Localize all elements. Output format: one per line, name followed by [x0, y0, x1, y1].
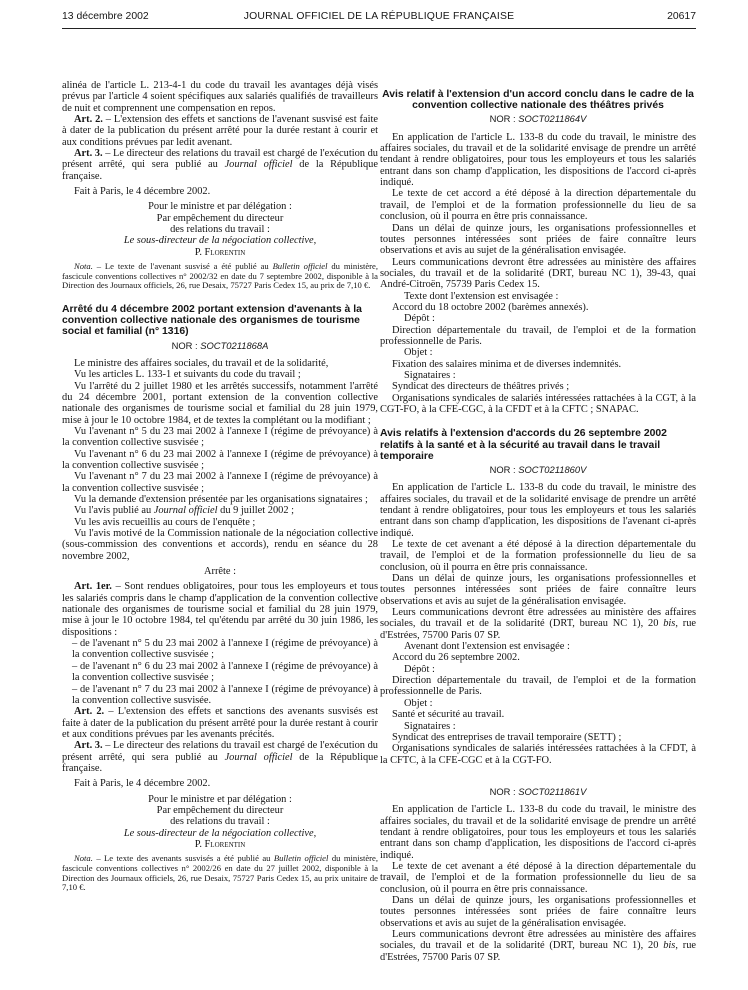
- header-page-number: 20617: [667, 11, 696, 22]
- signature-line: des relations du travail :: [170, 816, 270, 828]
- fait-a-paris: Fait à Paris, le 4 décembre 2002.: [74, 778, 211, 790]
- article-1: Art. 1er. – Sont rendues obligatoires, pour tous les employeurs et tous les salariés compris dans le champ d'application de la convention collective nationale des organismes de tourisme social et familial du 28 juin 1979, mise à jour le 10 octobre 1984, tel qu'étendu par arrêté du 30 juin 1986, les dispositions :: [62, 581, 378, 638]
- paragraph: Leurs communications devront être adressées au ministère des affaires sociales, du travail et de la solidarité (DRT, bureau NC 1), 20 bis, rue d'Estrées, 75700 Paris 07 SP.: [380, 929, 697, 963]
- paragraph: En application de l'article L. 133-8 du code du travail, le ministre des affaires sociales, du travail et de la solidarité envisage de prendre un arrêté tendant à rendre obligatoires, pour tous les employeurs et tous les salariés entrant dans son champ d'application, les dispositions de l'accord ci-après indiqué.: [380, 804, 696, 861]
- paragraph: En application de l'article L. 133-8 du code du travail, le ministre des affaires sociales, du travail et de la solidarité envisage de prendre un arrêté tendant à rendre obligatoires, pour tous les employeurs et tous les salariés entrant dans son champ d'application, les dispositions de l'avenant ci-après indiqué.: [380, 482, 696, 539]
- signature-line: Par empêchement du directeur: [156, 212, 284, 224]
- header-date: 13 décembre 2002: [62, 11, 149, 22]
- paragraph: Organisations syndicales de salariés intéressées rattachées à la CGT, à la CGT-FO, à la CFE-CGC, à la CFDT et à la CFTC ; SNAPAC.: [380, 392, 696, 415]
- visa: Vu l'avis motivé de la Commission nationale de la négociation collective (sous-commission des conventions et accords), rendu en séance du 28 novembre 2002,: [62, 528, 378, 562]
- nor-reference: NOR : SOCT0211864V: [489, 113, 587, 125]
- paragraph: Dans un délai de quinze jours, les organisations professionnelles et toutes personnes intéressées sont priées de faire connaître leurs observations et avis au sujet de la généralisation envisagée.: [380, 894, 696, 929]
- paragraph: Organisations syndicales de salariés intéressées rattachées à la CFDT, à la CFTC, à la CFE-CGC et à la CGT-FO.: [380, 743, 696, 766]
- visa: Vu l'avenant n° 6 du 23 mai 2002 à l'annexe I (régime de prévoyance) à la convention collective susvisée ;: [62, 448, 378, 471]
- nor-reference: NOR : SOCT0211860V: [489, 463, 587, 475]
- visa: Vu les avis recueillis au cours de l'enquête ;: [74, 516, 256, 528]
- signature-line: Pour le ministre et par délégation :: [148, 201, 292, 213]
- header-title: JOURNAL OFFICIEL DE LA RÉPUBLIQUE FRANÇAISE: [243, 11, 515, 22]
- visa: Vu l'arrêté du 2 juillet 1980 et les arrêtés successifs, notamment l'arrêté du 24 décembre 2001, portant extension de la convention collective nationale des organismes de tourisme social et familial du 28 juin 1979, mise à jour le 10 octobre 1984, et de textes la complétant ou la modifiant ;: [62, 380, 378, 426]
- paragraph: Syndicat des entreprises de travail temporaire (SETT) ;: [392, 731, 622, 743]
- arrete-heading: Arrête :: [203, 566, 237, 578]
- arrete-title: Arrêté du 4 décembre 2002 portant extension d'avenants à la convention collective nationale des organismes de tourisme social et familial (n° 1316): [62, 303, 362, 338]
- signature-line: des relations du travail :: [170, 224, 270, 236]
- paragraph: Accord du 26 septembre 2002.: [392, 652, 520, 664]
- paragraph: Le texte de cet avenant a été déposé à la direction départementale du travail, de l'emploi et de la formation professionnelle du lieu de sa conclusion, où il pourra en être pris connaissance.: [380, 539, 696, 573]
- nota: Nota. – Le texte des avenants susvisés a été publié au Bulletin officiel du ministère, fascicule conventions collectives n° 2002/26 en date du 27 juillet 2002, disponible à la Direction des Journaux officiels, 26, rue Desaix, 75727 Paris Cedex 15, au prix unitaire de 7,10 €.: [62, 853, 378, 893]
- paragraph: Leurs communications devront être adressées au ministère des affaires sociales, du travail et de la solidarité (DRT, bureau NC 1), 39-43, quai André-Citroën, 75739 Paris Cedex 15.: [380, 256, 696, 291]
- nota: Nota. – Le texte de l'avenant susvisé a été publié au Bulletin officiel du ministère, fascicule conventions collectives n° 2002/32 en date du 7 septembre 2002, disponible à la Direction des Journaux officiels, 26, rue Desaix, 75727 Paris Cedex 15, au prix de 7,10 €.: [62, 261, 378, 291]
- subheading: Avenant dont l'extension est envisagée :: [404, 641, 570, 653]
- subheading: Signataires :: [404, 720, 456, 732]
- subheading: Signataires :: [404, 369, 456, 381]
- subheading: Texte dont l'extension est envisagée :: [404, 290, 559, 302]
- list-item: – de l'avenant n° 7 du 23 mai 2002 à l'annexe I (régime de prévoyance) à la convention collective susvisée.: [72, 683, 378, 706]
- article-3: Art. 3. – Le directeur des relations du travail est chargé de l'exécution du présent arrêté, qui sera publié au Journal officiel de la République française.: [62, 740, 378, 774]
- signature-line: Le sous-directeur de la négociation collective,: [123, 235, 317, 247]
- fait-a-paris: Fait à Paris, le 4 décembre 2002.: [74, 186, 211, 198]
- right-column: [380, 89, 696, 963]
- paragraph: Leurs communications devront être adressées au ministère des affaires sociales, du travail et de la solidarité (DRT, bureau NC 1), 20 bis, rue d'Estrées, 75700 Paris 07 SP.: [380, 607, 697, 641]
- subheading: Dépôt :: [404, 313, 435, 325]
- article-2: Art. 2. – L'extension des effets et sanctions des avenants susvisés est faite à dater de la publication du présent arrêté pour la durée restant à courir et aux conditions prévues par les avenants précités.: [62, 706, 378, 740]
- avis-title: Avis relatifs à l'extension d'accords du 26 septembre 2002 relatifs à la santé et à la sécurité au travail dans le travail temporaire: [380, 428, 667, 462]
- paragraph: Fixation des salaires minima et de diverses indemnités.: [392, 358, 622, 370]
- subheading: Dépôt :: [404, 663, 435, 675]
- paragraph: Dans un délai de quinze jours, les organisations professionnelles et toutes personnes intéressées sont priées de faire connaître leurs observations et avis au sujet de la généralisation envisagée.: [380, 573, 696, 607]
- paragraph: Accord du 18 octobre 2002 (barèmes annexés).: [392, 301, 589, 313]
- paragraph: Le texte de cet accord a été déposé à la direction départementale du travail, de l'emploi et de la formation professionnelle du lieu de sa conclusion, où il pourra en être pris connaissance.: [380, 188, 696, 223]
- visa: Vu les articles L. 133-1 et suivants du code du travail ;: [74, 369, 301, 381]
- article-3: Art. 3. – Le directeur des relations du travail est chargé de l'exécution du présent arrêté, qui sera publié au Journal officiel de la République française.: [62, 148, 378, 182]
- left-column: [62, 80, 378, 893]
- signature-line: Par empêchement du directeur: [156, 804, 284, 816]
- visa: Vu la demande d'extension présentée par les organisations signataires ;: [74, 494, 368, 506]
- visa: Vu l'avenant n° 5 du 23 mai 2002 à l'annexe I (régime de prévoyance) à la convention collective susvisée ;: [62, 425, 378, 449]
- signatory-name: P. Florentin: [194, 246, 246, 258]
- paragraph: Le texte de cet avenant a été déposé à la direction départementale du travail, de l'emploi et de la formation professionnelle du lieu de sa conclusion, où il pourra en être pris connaissance.: [380, 860, 696, 895]
- paragraph: Direction départementale du travail, de l'emploi et de la formation professionnelle de Paris.: [380, 324, 696, 347]
- visa: Vu l'avenant n° 7 du 23 mai 2002 à l'annexe I (régime de prévoyance) à la convention collective susvisée ;: [62, 471, 378, 494]
- avis-title: Avis relatif à l'extension d'un accord conclu dans le cadre de la convention collective nationale des théâtres privés: [382, 89, 694, 112]
- page-header: [62, 8, 696, 29]
- visa: Le ministre des affaires sociales, du travail et de la solidarité,: [74, 357, 329, 369]
- list-item: – de l'avenant n° 5 du 23 mai 2002 à l'annexe I (régime de prévoyance) à la convention collective susvisée ;: [72, 638, 378, 661]
- paragraph: Santé et sécurité au travail.: [392, 709, 505, 721]
- subheading: Objet :: [404, 347, 433, 359]
- signature-line: Le sous-directeur de la négociation collective,: [123, 827, 317, 839]
- article-2: Art. 2. – L'extension des effets et sanctions de l'avenant susvisé est faite à dater de la publication du présent arrêté pour la durée restant à courir et aux conditions prévues par ledit avenant.: [62, 114, 378, 148]
- subheading: Objet :: [404, 697, 433, 709]
- paragraph: Direction départementale du travail, de l'emploi et de la formation professionnelle de Paris.: [380, 675, 696, 698]
- paragraph: Dans un délai de quinze jours, les organisations professionnelles et toutes personnes intéressées sont priées de faire connaître leurs observations et avis au sujet de la généralisation envisagée.: [380, 222, 696, 257]
- visa: Vu l'avis publié au Journal officiel du 9 juillet 2002 ;: [74, 505, 295, 517]
- paragraph: alinéa de l'article L. 213-4-1 du code du travail les avantages déjà visés prévus par l'article 4 soient spécifiques aux salariés qualifiés de travailleurs de nuit et comprennent une compensation en repos.: [62, 80, 378, 114]
- nor-reference: NOR : SOCT0211861V: [489, 785, 587, 797]
- list-item: – de l'avenant n° 6 du 23 mai 2002 à l'annexe I (régime de prévoyance) à la convention collective susvisée ;: [72, 660, 378, 684]
- nor-reference: NOR : SOCT0211868A: [171, 339, 269, 351]
- signature-line: Pour le ministre et par délégation :: [148, 793, 292, 805]
- signatory-name: P. Florentin: [194, 838, 246, 850]
- paragraph: En application de l'article L. 133-8 du code du travail, le ministre des affaires sociales, du travail et de la solidarité envisage de prendre un arrêté tendant à rendre obligatoires, pour tous les employeurs et tous les salariés entrant dans son champ d'application, les dispositions de l'accord ci-après indiqué.: [380, 131, 696, 189]
- paragraph: Syndicat des directeurs de théâtres privés ;: [392, 381, 570, 393]
